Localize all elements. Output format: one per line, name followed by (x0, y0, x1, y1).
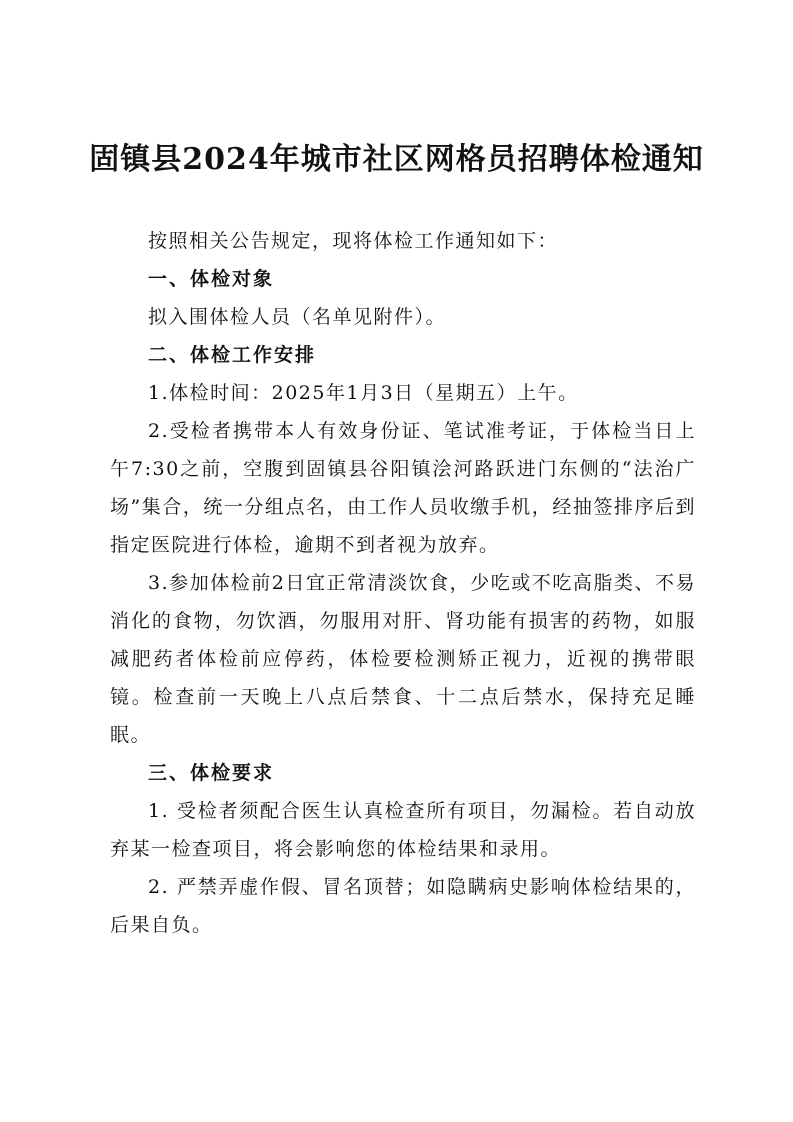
paragraph-exam-preparation: 3.参加体检前2日宜正常清淡饮食，少吃或不吃高脂类、不易消化的食物，勿饮酒，勿服用对肝、肾功能有损害的药物，如服减肥药者体检前应停药，体检要检测矫正视力，近视的携带眼镜。检查前一天晚上八点后禁食、十二点后禁水，保持充足睡眠。 (110, 572, 696, 746)
document-title: 固镇县2024年城市社区网格员招聘体检通知 (89, 142, 704, 177)
intro-paragraph: 按照相关公告规定，现将体检工作通知如下： (148, 230, 559, 252)
section-heading-exam-targets: 一、体检对象 (148, 268, 275, 290)
section-heading-exam-arrangements: 二、体检工作安排 (148, 344, 317, 366)
document-body (110, 222, 696, 944)
section-heading-exam-requirements: 三、体检要求 (148, 762, 275, 784)
paragraph-requirement-no-fraud: 2. 严禁弄虚作假、冒名顶替；如隐瞒病史影响体检结果的，后果自负。 (110, 876, 696, 936)
paragraph-exam-assembly: 2.受检者携带本人有效身份证、笔试准考证，于体检当日上午7:30之前，空腹到固镇县谷阳镇浍河路跃进门东侧的“法治广场”集合，统一分组点名，由工作人员收缴手机，经抽签排序后到指定医院进行体检，逾期不到者视为放弃。 (110, 420, 696, 556)
paragraph-requirement-cooperate: 1. 受检者须配合医生认真检查所有项目，勿漏检。若自动放弃某一检查项目，将会影响您的体检结果和录用。 (110, 800, 696, 860)
paragraph-exam-targets: 拟入围体检人员（名单见附件）。 (148, 306, 447, 328)
paragraph-exam-time: 1.体检时间：2025年1月3日（星期五）上午。 (148, 382, 579, 404)
